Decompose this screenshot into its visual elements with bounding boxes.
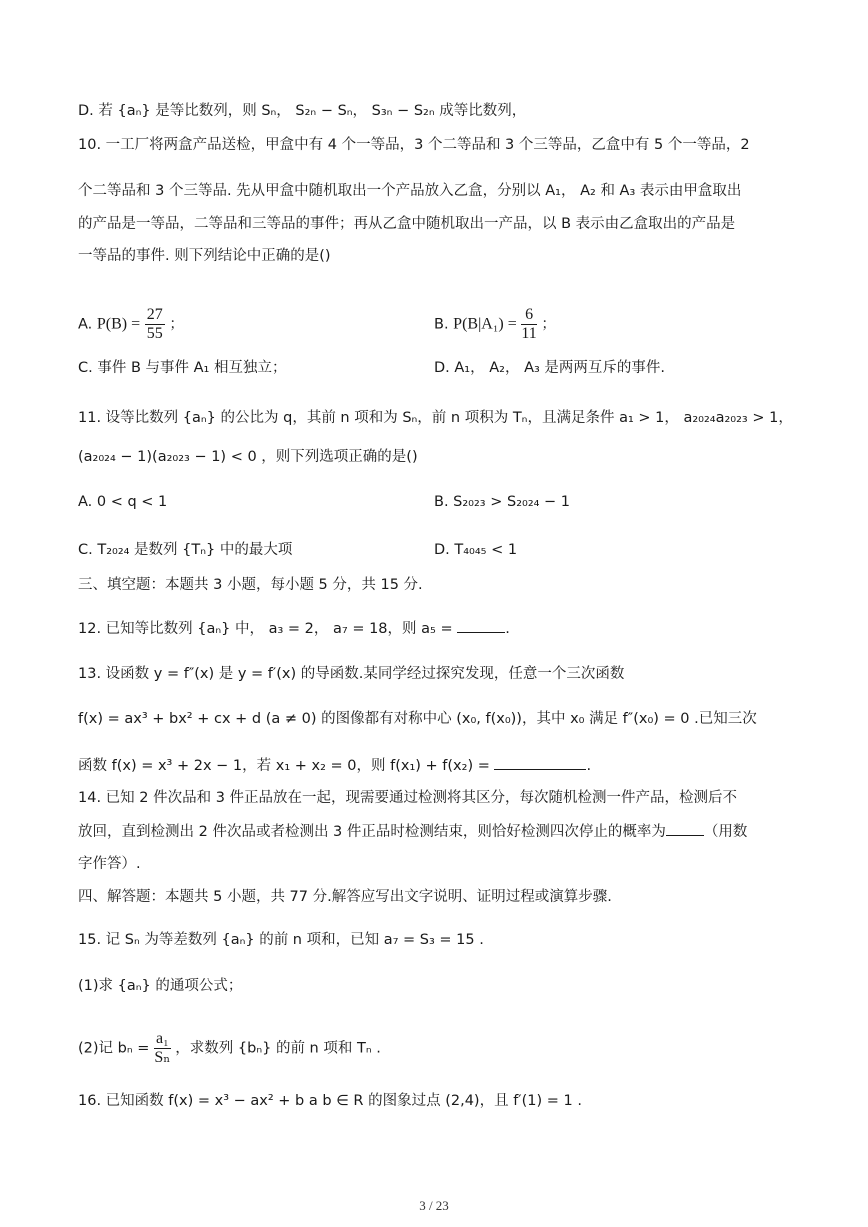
option-tail: ； (169, 316, 184, 333)
page-number: 3 / 23 (419, 1198, 449, 1213)
q14-text: 放回，直到检测出 2 件次品或者检测出 3 件正品时检测结束，则恰好检测四次停止的概率为 (78, 824, 666, 840)
answer-blank (457, 618, 505, 633)
q13-line-2: f(x) = ax³ + bx² + cx + d (a ≠ 0) 的图像都有对称中心 (x₀, f(x₀))，其中 x₀ 满足 f″(x₀) = 0 .已知三次 (78, 711, 757, 727)
section-3-heading: 三、填空题：本题共 3 小题，每小题 5 分，共 15 分. (78, 577, 423, 593)
option-expr: P(B|A₁) = (453, 315, 517, 333)
q15-part-2-pre: (2)记 bₙ = (78, 1040, 150, 1057)
fraction-numerator: a₁ (156, 1030, 169, 1047)
option-label: B. (434, 316, 449, 333)
option-expr: P(B) = (96, 315, 141, 333)
q14-text-tail: （用数 (703, 824, 748, 840)
option-label: A. (78, 316, 93, 333)
q10-line-4: 一等品的事件. 则下列结论中正确的是() (78, 248, 331, 264)
fraction-numerator: 6 (521, 306, 536, 325)
q13-line-1: 13. 设函数 y = f″(x) 是 y = f′(x) 的导函数.某同学经过探究发现，任意一个三次函数 (78, 666, 625, 682)
fraction-denominator: Sₙ (154, 1049, 171, 1066)
q12: 12. 已知等比数列 {aₙ} 中， a₃ = 2， a₇ = 18，则 a₅ = . (78, 618, 790, 639)
q13-text: 函数 f(x) = x³ + 2x − 1，若 x₁ + x₂ = 0，则 f(x₁) + f(x₂) = (78, 758, 490, 774)
fraction-denominator: 11 (521, 325, 537, 342)
answer-blank (494, 755, 586, 770)
q16: 16. 已知函数 f(x) = x³ − ax² + b a b ∈ R 的图象过点 (2,4)，且 f′(1) = 1 . (78, 1093, 582, 1109)
q12-text: 12. 已知等比数列 {aₙ} 中， a₃ = 2， a₇ = 18，则 a₅ = (78, 621, 453, 637)
option-tail: ； (541, 316, 556, 333)
fraction (145, 306, 165, 343)
answer-blank (666, 821, 704, 836)
q11-option-d: D. T₄₀₄₅ < 1 (434, 542, 518, 558)
q15-part-2-post: ，求数列 {bₙ} 的前 n 项和 Tₙ . (175, 1040, 381, 1057)
q10-line-3: 的产品是一等品，二等品和三等品的事件；再从乙盒中随机取出一产品，以 B 表示由乙盒取出的产品是 (78, 216, 736, 232)
fraction (521, 306, 536, 343)
section-4-heading: 四、解答题：本题共 5 小题，共 77 分.解答应写出文字说明、证明过程或演算步骤. (78, 889, 612, 905)
q15-part-1: (1)求 {aₙ} 的通项公式； (78, 978, 243, 994)
q15: 15. 记 Sₙ 为等差数列 {aₙ} 的前 n 项和，已知 a₇ = S₃ = 15 . (78, 932, 484, 948)
q11-line-1: 11. 设等比数列 {aₙ} 的公比为 q，其前 n 项和为 Sₙ，前 n 项积为 Tₙ，且满足条件 a₁ > 1， a₂₀₂₄a₂₀₂₃ > 1， (78, 410, 793, 426)
q10-option-a (78, 306, 184, 343)
q10-option-b (434, 306, 556, 343)
fraction-denominator: 55 (146, 325, 163, 342)
q14-line-2 (78, 821, 790, 842)
fraction-numerator: 27 (146, 306, 163, 323)
q11-option-c: C. T₂₀₂₄ 是数列 {Tₙ} 中的最大项 (78, 542, 293, 558)
q11-option-b: B. S₂₀₂₃ > S₂₀₂₄ − 1 (434, 494, 571, 510)
q10-option-d: D. A₁， A₂， A₃ 是两两互斥的事件. (434, 360, 666, 376)
q10-line-2: 个二等品和 3 个三等品. 先从甲盒中随机取出一个产品放入乙盒，分别以 A₁， A₂ 和 A₃ 表示由甲盒取出 (78, 183, 742, 199)
q10-option-c: C. 事件 B 与事件 A₁ 相互独立； (78, 360, 287, 376)
q13-line-3: 函数 f(x) = x³ + 2x − 1，若 x₁ + x₂ = 0，则 f(x₁) + f(x₂) = . (78, 755, 790, 776)
fraction (154, 1030, 171, 1067)
q11-option-a: A. 0 < q < 1 (78, 494, 168, 510)
q14-line-1: 14. 已知 2 件次品和 3 件正品放在一起，现需要通过检测将其区分，每次随机检测一件产品，检测后不 (78, 790, 738, 806)
q15-part-2 (78, 1030, 790, 1067)
q10-line-1: 10. 一工厂将两盒产品送检，甲盒中有 4 个一等品，3 个二等品和 3 个三等品，乙盒中有 5 个一等品，2 (78, 137, 750, 153)
q9-option-d: D. 若 {aₙ} 是等比数列，则 Sₙ， S₂ₙ − Sₙ， S₃ₙ − S₂ₙ 成等比数列， (78, 103, 527, 119)
q11-line-2: (a₂₀₂₄ − 1)(a₂₀₂₃ − 1) < 0 ，则下列选项正确的是() (78, 449, 418, 465)
q14-line-3: 字作答）. (78, 856, 141, 872)
